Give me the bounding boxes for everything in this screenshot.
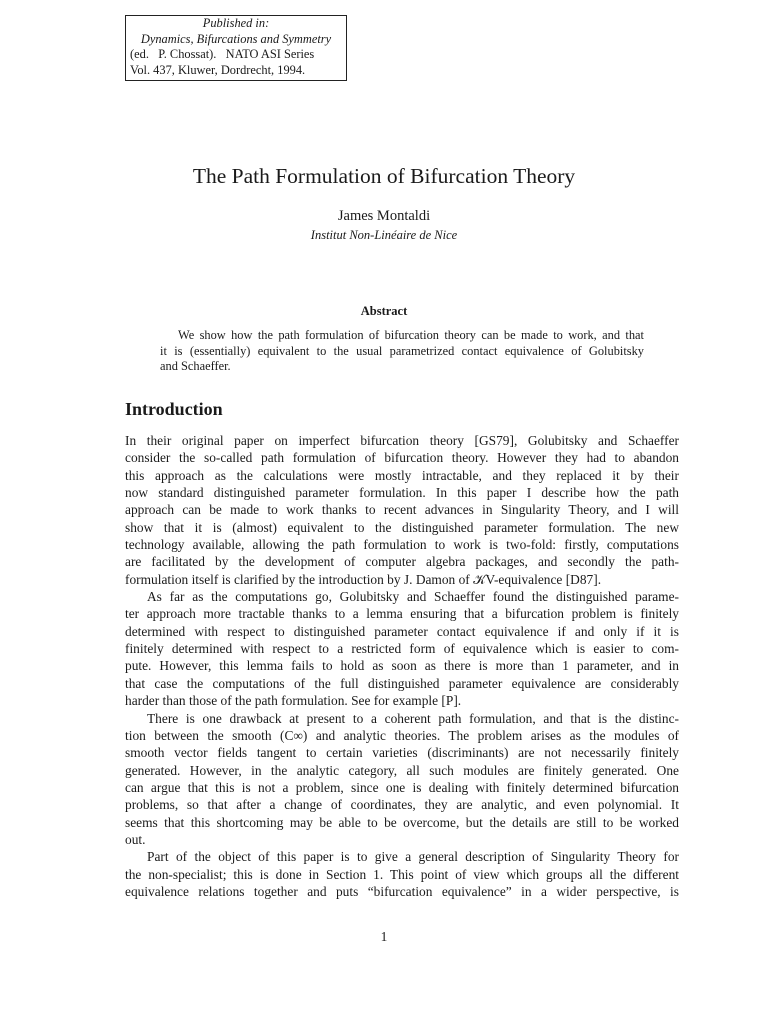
editor-series-line: (ed. P. Chossat). NATO ASI Series	[130, 47, 315, 62]
paper-title: The Path Formulation of Bifurcation Theory	[192, 164, 576, 188]
section-heading: Introduction	[125, 399, 223, 419]
text-line: this approach as the calculations were mostly intractable, and they replaced it by their	[125, 467, 679, 483]
text-line: the non-specialist; this is done in Section 1. This point of view which groups all the different	[125, 866, 679, 882]
text-line: finitely determined with respect to a restricted form of equivalence which is easier to com-	[125, 641, 679, 657]
paragraph	[125, 588, 679, 709]
author-affiliation: Institut Non-Linéaire de Nice	[310, 228, 458, 242]
text-line: that case the computations of the full distinguished parameter equivalence are considerably	[125, 675, 679, 691]
text-line: are facilitated by the development of computer algebra packages, and secondly the path-	[125, 554, 679, 570]
text-line: In their original paper on imperfect bifurcation theory [GS79], Golubitsky and Schaeffer	[125, 433, 679, 448]
paragraph	[125, 710, 679, 849]
text-line: consider the so-called path formulation of bifurcation theory. However they had to abandon	[125, 450, 679, 466]
text-line: problems, so that after a change of coordinates, they are analytic, and even polynomial. It	[125, 797, 679, 813]
published-in-label: Published in:	[202, 16, 270, 30]
text-line: generated. However, in the analytic category, all such modules are finitely generated. One	[125, 762, 679, 778]
text-line: ter approach more tractable thanks to a lemma ensuring that a bifurcation problem is finitely	[125, 606, 679, 622]
text-line: now standard distinguished parameter formulation. In this paper I describe how the path	[125, 485, 679, 501]
text-line: technology available, allowing the path formulation to work is two-fold: firstly, computations	[125, 537, 679, 553]
abstract-line: and Schaeffer.	[160, 359, 231, 374]
text-line: There is one drawback at present to a coherent path formulation, and that is the distinc-	[147, 710, 679, 726]
author-name: James Montaldi	[337, 208, 431, 224]
abstract-text	[160, 328, 644, 375]
text-line: seems that this shortcoming may be able to be overcome, but the details are still to be worked	[125, 814, 679, 830]
text-line: tion between the smooth (C∞) and analytic theories. The problem arises as the modules of	[125, 727, 679, 743]
abstract-heading: Abstract	[360, 304, 408, 318]
paragraph	[125, 432, 679, 588]
text-line: show that it is (almost) equivalent to the distinguished parameter formulation. The new	[125, 519, 679, 535]
text-line: Part of the object of this paper is to give a general description of Singularity Theory for	[147, 849, 679, 865]
section-body	[125, 432, 679, 900]
text-line: determined with respect to distinguished parameter contact equivalence if and only if it is	[125, 623, 679, 639]
page-number: 1	[380, 929, 388, 944]
abstract-line: We show how the path formulation of bifurcation theory can be made to work, and that	[178, 328, 644, 342]
text-line: As far as the computations go, Golubitsky and Schaeffer found the distinguished parame-	[147, 589, 679, 605]
text-line: smooth vector fields tangent to certain varieties (discriminants) are not necessarily finitely	[125, 745, 679, 761]
paragraph	[125, 848, 679, 900]
book-title: Dynamics, Bifurcations and Symmetry	[140, 31, 332, 46]
text-line: formulation itself is clarified by the introduction by J. Damon of 𝒦V-equivalence [D87].	[125, 571, 602, 587]
publication-info-box	[125, 15, 347, 81]
text-line: pute. However, this lemma fails to hold as soon as there is more than 1 parameter, and in	[125, 658, 679, 674]
text-line: can argue that this is not a problem, since one is dealing with finitely determined bifurcation	[125, 779, 679, 795]
text-line: harder than those of the path formulation. See for example [P].	[125, 693, 462, 709]
text-line: out.	[125, 831, 146, 847]
abstract-line: it is (essentially) equivalent to the usual parametrized contact equivalence of Golubitsky	[160, 343, 644, 358]
text-line: equivalence relations together and puts “bifurcation equivalence” in a wider perspective, is	[125, 883, 679, 899]
volume-publisher-line: Vol. 437, Kluwer, Dordrecht, 1994.	[130, 63, 306, 78]
text-line: approach can be made to work thanks to recent advances in Singularity Theory, and I will	[125, 502, 679, 518]
